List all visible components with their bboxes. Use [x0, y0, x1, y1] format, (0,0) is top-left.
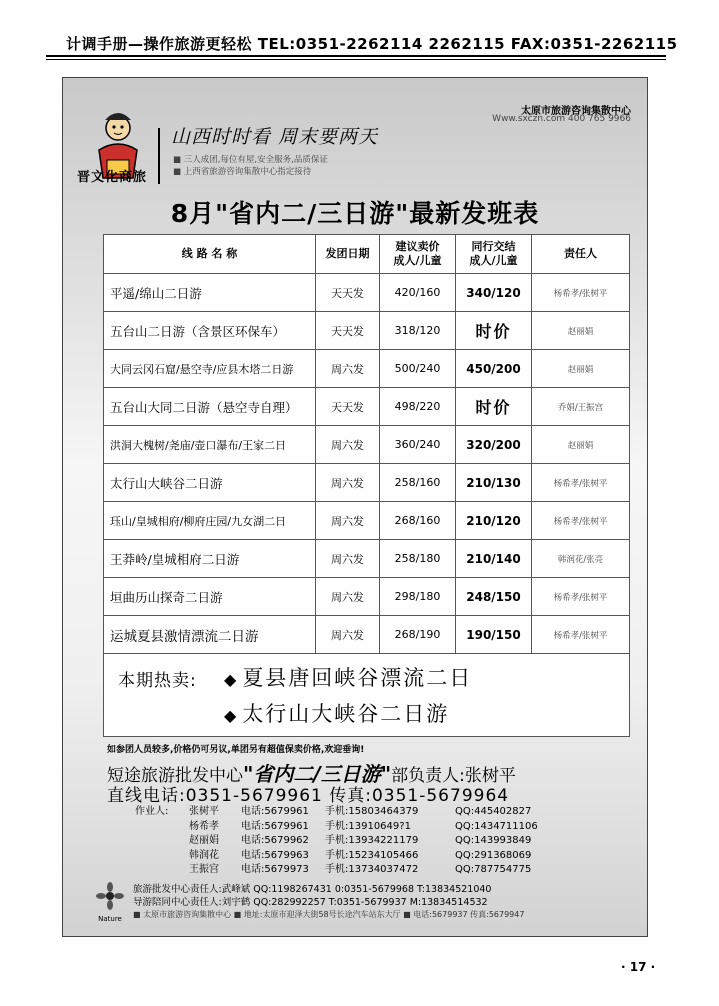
- agent-cell: 320/200: [456, 426, 532, 464]
- date-cell: 天天发: [316, 274, 380, 312]
- date-cell: 周六发: [316, 616, 380, 654]
- person-cell: 乔娟/王振宫: [532, 388, 630, 426]
- route-cell: 五台山二日游（含景区环保车）: [104, 312, 316, 350]
- center-name: 太原市旅游咨询集散中心: [521, 106, 631, 117]
- hot-sale-cell: [104, 654, 630, 737]
- date-cell: 周六发: [316, 578, 380, 616]
- staff-mobile: 手机:13734037472: [325, 864, 419, 876]
- table-row: [104, 540, 630, 578]
- table-row: [104, 350, 630, 388]
- retail-cell: 318/120: [380, 312, 456, 350]
- center-line-emphasis: "省内二/三日游": [243, 762, 392, 786]
- hot-sale-text: 太行山大峡谷二日游: [242, 702, 450, 726]
- table-row: [104, 464, 630, 502]
- person-cell: 赵丽娟: [532, 350, 630, 388]
- staff-qq: QQ:143993849: [455, 835, 532, 847]
- staff-tel: 电话:5679973: [241, 864, 309, 876]
- staff-name: 杨希孝: [189, 820, 219, 832]
- retail-cell: 258/160: [380, 464, 456, 502]
- staff-tel: 电话:5679961: [241, 806, 309, 817]
- col-date: 发团日期: [316, 235, 380, 274]
- hot-sale-item: [224, 662, 472, 692]
- person-cell: 杨希孝/张树平: [532, 502, 630, 540]
- logo-text: 晋文化商旅: [77, 170, 148, 185]
- table-row: [104, 616, 630, 654]
- schedule-title: 8月"省内二/三日游"最新发班表: [170, 199, 540, 228]
- retail-cell: 298/180: [380, 578, 456, 616]
- retail-cell: 268/160: [380, 502, 456, 540]
- staff-qq: QQ:291368069: [455, 849, 532, 861]
- staff-qq: QQ:445402827: [455, 806, 532, 817]
- table-row: [104, 426, 630, 464]
- staff-mobile: 手机:15803464379: [325, 806, 419, 817]
- nature-logo-icon: [95, 882, 125, 924]
- diamond-icon: ◆: [224, 670, 239, 689]
- center-line-prefix: 短途旅游批发中心: [107, 766, 243, 786]
- person-cell: 赵丽娟: [532, 426, 630, 464]
- schedule-table: [103, 234, 630, 737]
- person-cell: 杨希孝/张树平: [532, 616, 630, 654]
- page-header: [46, 31, 678, 57]
- retail-cell: 360/240: [380, 426, 456, 464]
- staff-tel: 电话:5679961: [241, 820, 309, 832]
- staff-qq: QQ:1434711106: [455, 820, 538, 832]
- route-cell: 大同云冈石窟/悬空寺/应县木塔二日游: [104, 350, 316, 388]
- route-cell: 平遥/绵山二日游: [104, 274, 316, 312]
- footer-line: ■ 太原市旅游咨询集散中心 ■ 地址:太原市迎泽大街58号长途汽车站东大厅 ■ 电话:5679937 传真:5679947: [133, 910, 525, 919]
- agent-cell: 248/150: [456, 578, 532, 616]
- date-cell: 周六发: [316, 540, 380, 578]
- diamond-icon: ◆: [224, 706, 239, 725]
- header-rule: [46, 55, 666, 57]
- footer-line: 旅游批发中心责任人:武峰斌 QQ:1198267431 0:0351-5679968 T:13834521040: [133, 884, 492, 895]
- route-cell: 运城夏县激情漂流二日游: [104, 616, 316, 654]
- col-agent: 同行交结 成人/儿童: [456, 235, 532, 274]
- hot-sale-item: [224, 698, 449, 728]
- table-row: [104, 312, 630, 350]
- agent-cell: 190/150: [456, 616, 532, 654]
- retail-cell: 420/160: [380, 274, 456, 312]
- staff-tel: 电话:5679962: [241, 835, 309, 847]
- date-cell: 天天发: [316, 312, 380, 350]
- staff-mobile: 手机:13934221179: [325, 835, 419, 847]
- staff-mobile: 手机:13910649?1: [325, 820, 411, 832]
- agent-cell: 210/140: [456, 540, 532, 578]
- bullet-item: ■ 三人成团,每位有屋,安全服务,品质保证: [173, 155, 328, 165]
- retail-cell: 268/190: [380, 616, 456, 654]
- route-cell: 洪洞大槐树/尧庙/壶口瀑布/王家二日: [104, 426, 316, 464]
- staff-name: 王振宫: [189, 864, 219, 876]
- col-retail: 建议卖价 成人/儿童: [380, 235, 456, 274]
- hot-sale-text: 夏县唐回峡谷漂流二日: [242, 666, 473, 690]
- agent-cell: 210/120: [456, 502, 532, 540]
- agent-cell: 340/120: [456, 274, 532, 312]
- slogan: 山西时时看 周末要两天: [171, 126, 379, 148]
- bullet-item: ■ 上西省旅游咨询集散中心指定接待: [173, 167, 312, 177]
- person-cell: 杨希孝/张树平: [532, 578, 630, 616]
- date-cell: 周六发: [316, 502, 380, 540]
- person-cell: 杨希孝/张树平: [532, 464, 630, 502]
- footer-line: 导游陪同中心责任人:刘宇鹤 QQ:282992257 T:0351-5679937 M:13834514532: [133, 896, 488, 908]
- agent-cell: 210/130: [456, 464, 532, 502]
- route-cell: 太行山大峡谷二日游: [104, 464, 316, 502]
- advert-frame: [62, 77, 648, 937]
- table-row: [104, 388, 630, 426]
- agent-cell: 时价: [456, 312, 532, 350]
- route-cell: 垣曲历山探奇二日游: [104, 578, 316, 616]
- col-route: 线 路 名 称: [104, 235, 316, 274]
- person-cell: 赵丽娟: [532, 312, 630, 350]
- retail-cell: 498/220: [380, 388, 456, 426]
- col-person: 责任人: [532, 235, 630, 274]
- phone-line: 直线电话:0351-5679961 传真:0351-5679964: [107, 786, 510, 806]
- hot-sale-label: 本期热卖:: [118, 671, 197, 691]
- date-cell: 天天发: [316, 388, 380, 426]
- date-cell: 周六发: [316, 426, 380, 464]
- retail-cell: 258/180: [380, 540, 456, 578]
- agent-cell: 时价: [456, 388, 532, 426]
- route-cell: 王莽岭/皇城相府二日游: [104, 540, 316, 578]
- staff-tel: 电话:5679963: [241, 849, 309, 861]
- price-note: 如参团人员较多,价格仍可另议,单团另有超值保卖价格,欢迎垂询!: [107, 745, 365, 755]
- staff-qq: QQ:787754775: [455, 864, 532, 876]
- date-cell: 周六发: [316, 350, 380, 388]
- footer-contacts: [133, 884, 524, 922]
- staff-label: 作业人:: [135, 806, 169, 817]
- bullet-list: [173, 154, 328, 178]
- table-header-row: [104, 235, 630, 274]
- staff-name: 赵丽娟: [189, 835, 219, 847]
- header-text: 计调手册—操作旅游更轻松 TEL:0351-2262114 2262115 FAX:0351-2262115: [66, 35, 678, 53]
- route-cell: 五台山大同二日游（悬空寺自理）: [104, 388, 316, 426]
- date-cell: 周六发: [316, 464, 380, 502]
- person-cell: 韩润花/张亮: [532, 540, 630, 578]
- staff-name: 张树平: [189, 806, 219, 817]
- person-cell: 杨希孝/张树平: [532, 274, 630, 312]
- table-row: [104, 502, 630, 540]
- center-web: Www.sxczn.com 400 765 9966: [492, 114, 631, 124]
- header-divider: [158, 128, 160, 184]
- nature-logo-text: Nature: [98, 915, 122, 923]
- table-row: [104, 274, 630, 312]
- staff-name: 韩润花: [189, 849, 219, 861]
- hot-sale-row: [104, 654, 630, 737]
- center-line-suffix: 部负责人:张树平: [391, 766, 516, 786]
- retail-cell: 500/240: [380, 350, 456, 388]
- page-number: · 17 ·: [621, 960, 656, 974]
- table-row: [104, 578, 630, 616]
- agent-cell: 450/200: [456, 350, 532, 388]
- staff-mobile: 手机:15234105466: [325, 849, 419, 861]
- route-cell: 珏山/皇城相府/柳府庄园/九女湖二日: [104, 502, 316, 540]
- header-rule-thin: [46, 59, 666, 60]
